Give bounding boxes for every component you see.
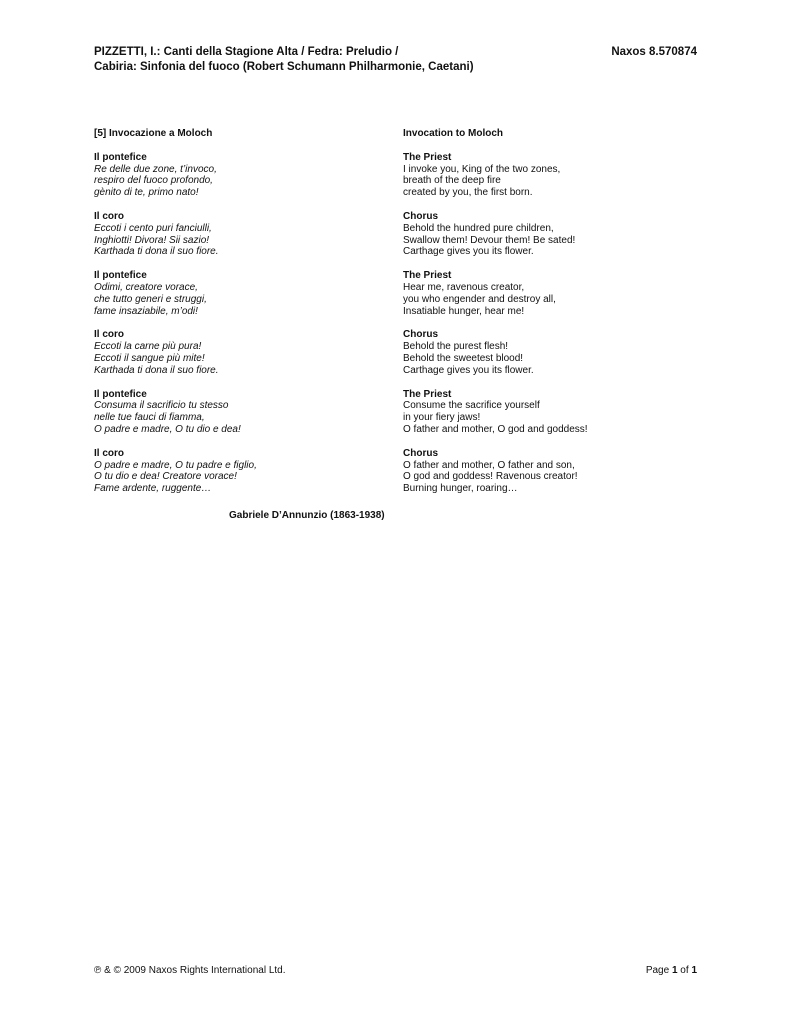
verse-line: Insatiable hunger, hear me!: [403, 305, 525, 317]
verse-line: Karthada ti dona il suo fiore.: [94, 364, 219, 376]
english-stanza: [403, 211, 703, 258]
italian-stanza: [94, 211, 384, 258]
speaker-name: Chorus: [403, 447, 438, 459]
verse-line: Fame ardente, ruggente…: [94, 483, 212, 495]
verse-line: you who engender and destroy all,: [403, 293, 556, 305]
verse-line: Carthage gives you its flower.: [403, 246, 534, 258]
verse-line: Karthada ti dona il suo fiore.: [94, 246, 219, 258]
speaker-name: Il coro: [94, 210, 125, 222]
italian-column: [94, 128, 384, 507]
title-line-1: PIZZETTI, I.: Canti della Stagione Alta / Fedra: Preludio /: [94, 46, 399, 58]
verse-line: O father and mother, O god and goddess!: [403, 423, 588, 435]
verse-line: Behold the sweetest blood!: [403, 352, 524, 364]
verse-line: Eccoti la carne più pura!: [94, 341, 202, 353]
page-total: 1: [691, 965, 697, 976]
italian-stanza: [94, 329, 384, 376]
italian-stanza: [94, 448, 384, 495]
verse-line: breath of the deep fire: [403, 175, 501, 187]
verse-line: Behold the hundred pure children,: [403, 222, 554, 234]
english-section-title: Invocation to Moloch: [403, 128, 503, 139]
document-title: [94, 45, 564, 74]
english-stanza: [403, 152, 703, 199]
speaker-name: Chorus: [403, 210, 438, 222]
verse-line: Inghiotti! Divora! Sii sazio!: [94, 234, 210, 246]
verse-line: Swallow them! Devour them! Be sated!: [403, 234, 576, 246]
verse-line: Burning hunger, roaring…: [403, 483, 518, 495]
verse-line: Carthage gives you its flower.: [403, 364, 534, 376]
page-prefix: Page: [645, 965, 672, 976]
speaker-name: Il pontefice: [94, 151, 147, 163]
verse-line: Odimi, creatore vorace,: [94, 281, 198, 293]
italian-stanza: [94, 152, 384, 199]
verse-line: in your fiery jaws!: [403, 412, 481, 424]
speaker-name: Il pontefice: [94, 270, 147, 282]
english-stanza: [403, 389, 703, 436]
catalog-number: Naxos 8.570874: [611, 46, 697, 58]
verse-line: I invoke you, King of the two zones,: [403, 163, 561, 175]
verse-line: Consuma il sacrificio tu stesso: [94, 400, 229, 412]
verse-line: Behold the purest flesh!: [403, 341, 509, 353]
page-of: of: [677, 965, 692, 976]
verse-line: Hear me, ravenous creator,: [403, 281, 525, 293]
verse-line: gènito di te, primo nato!: [94, 187, 199, 199]
verse-line: O padre e madre, O tu padre e figlio,: [94, 459, 257, 471]
verse-line: O father and mother, O father and son,: [403, 459, 575, 471]
verse-line: respiro del fuoco profondo,: [94, 175, 213, 187]
speaker-name: The Priest: [403, 270, 452, 282]
author-credit: Gabriele D’Annunzio (1863-1938): [229, 510, 385, 521]
speaker-name: The Priest: [403, 151, 452, 163]
speaker-name: Il coro: [94, 329, 125, 341]
title-line-2: Cabiria: Sinfonia del fuoco (Robert Schumann Philharmonie, Caetani): [94, 60, 474, 73]
english-column: [403, 128, 703, 507]
verse-line: O tu dio e dea! Creatore vorace!: [94, 471, 237, 483]
page-current: 1: [671, 965, 678, 976]
verse-line: created by you, the first born.: [403, 187, 533, 199]
italian-stanza: [94, 389, 384, 436]
speaker-name: Il coro: [94, 447, 125, 459]
verse-line: nelle tue fauci di fiamma,: [94, 412, 205, 424]
verse-line: Re delle due zone, t’invoco,: [94, 163, 217, 175]
verse-line: fame insaziabile, m’odi!: [94, 305, 198, 317]
italian-stanza: [94, 270, 384, 317]
verse-line: che tutto generi e struggi,: [94, 293, 207, 305]
page-number: [646, 965, 697, 976]
verse-line: Eccoti i cento puri fanciulli,: [94, 222, 212, 234]
speaker-name: Il pontefice: [94, 388, 147, 400]
verse-line: Eccoti il sangue più mite!: [94, 352, 205, 364]
italian-section-title: [5] Invocazione a Moloch: [94, 128, 213, 139]
verse-line: O padre e madre, O tu dio e dea!: [94, 423, 241, 435]
speaker-name: Chorus: [403, 329, 438, 341]
english-stanza: [403, 448, 703, 495]
english-stanza: [403, 329, 703, 376]
english-stanza: [403, 270, 703, 317]
copyright-notice: ℗ & © 2009 Naxos Rights International Ltd.: [94, 965, 286, 976]
verse-line: Consume the sacrifice yourself: [403, 400, 540, 412]
speaker-name: The Priest: [403, 388, 452, 400]
verse-line: O god and goddess! Ravenous creator!: [403, 471, 578, 483]
